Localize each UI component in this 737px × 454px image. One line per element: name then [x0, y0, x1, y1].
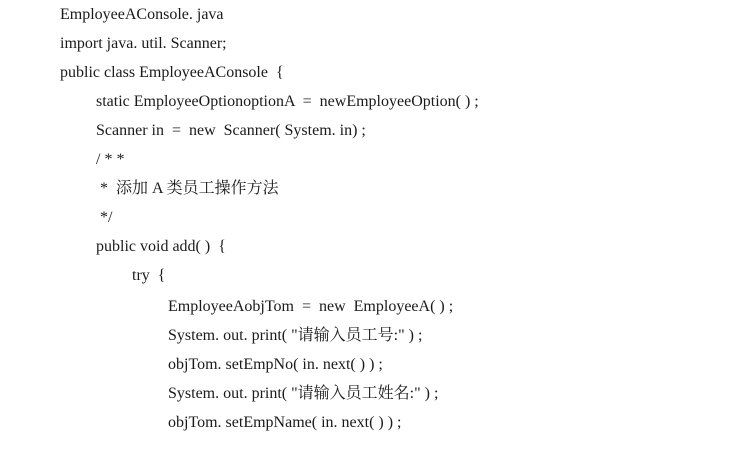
code-line-static-field: static EmployeeOptionoptionA = newEmployeeOption( ) ; — [96, 93, 479, 110]
code-line-try: try { — [132, 267, 166, 284]
code-line-print-name: System. out. print( "请输入员工姓名:" ) ; — [168, 385, 439, 402]
code-line-filename: EmployeeAConsole. java — [60, 6, 224, 23]
code-line-print-empno: System. out. print( "请输入员工号:" ) ; — [168, 327, 423, 344]
code-line-method-decl: public void add( ) { — [96, 238, 226, 255]
code-line-class-decl: public class EmployeeAConsole { — [60, 64, 284, 81]
code-line-import: import java. util. Scanner; — [60, 35, 227, 52]
code-line-scanner-field: Scanner in = new Scanner( System. in) ; — [96, 122, 366, 139]
code-line-comment-open: / * * — [96, 151, 125, 168]
code-line-comment-close: */ — [96, 209, 113, 226]
code-line-set-name: objTom. setEmpName( in. next( ) ) ; — [168, 414, 402, 431]
code-line-set-empno: objTom. setEmpNo( in. next( ) ) ; — [168, 356, 383, 373]
code-line-comment-text: * 添加 A 类员工操作方法 — [96, 180, 279, 197]
code-line-new-object: EmployeeAobjTom = new EmployeeA( ) ; — [168, 298, 454, 315]
